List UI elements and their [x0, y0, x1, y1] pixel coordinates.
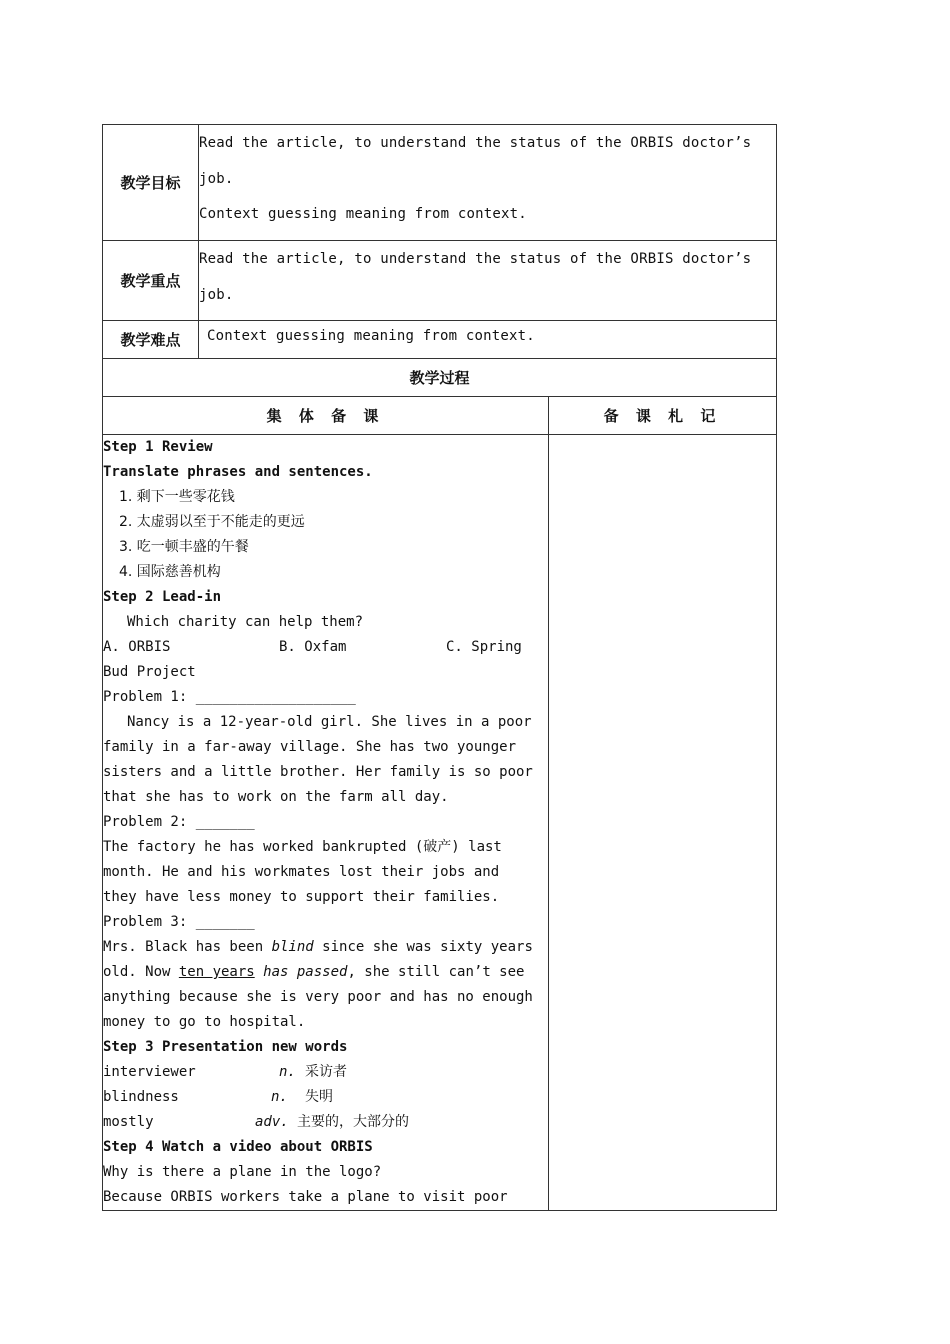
objective-line-1: Read the article, to understand the status of the ORBIS doctor’s: [199, 135, 752, 151]
col-right-header: 备 课 札 记: [549, 397, 777, 435]
vocab-row: [103, 1060, 548, 1085]
review-item: 2. 太虚弱以至于不能走的更远: [119, 514, 305, 530]
review-item: 3. 吃一顿丰盛的午餐: [119, 539, 249, 555]
vocab-word: mostly: [103, 1114, 154, 1130]
step1-subtitle: Translate phrases and sentences.: [103, 464, 373, 480]
review-item: 4. 国际慈善机构: [119, 564, 221, 580]
content-row: [103, 435, 777, 1211]
vocab-meaning: 采访者: [305, 1064, 347, 1080]
vocab-word: blindness: [103, 1089, 179, 1105]
text-run: since she was sixty years: [313, 939, 533, 955]
key-point-label: 教学重点: [103, 241, 199, 321]
problem-3-text: anything because she is very poor and has no enough: [103, 989, 533, 1005]
problem-1-text: that she has to work on the farm all day.: [103, 789, 449, 805]
difficulty-label: 教学难点: [103, 321, 199, 359]
video-answer: Because ORBIS workers take a plane to visit poor: [103, 1189, 508, 1205]
lesson-plan-table: [102, 124, 777, 1211]
review-item: 1. 剩下一些零花钱: [119, 489, 235, 505]
difficulty-content: [199, 321, 777, 359]
vocab-meaning: 主要的，大部分的: [297, 1114, 409, 1130]
key-point-line-2: job.: [199, 287, 234, 303]
lead-in-question: Which charity can help them?: [127, 614, 364, 630]
problem-2-text: they have less money to support their families.: [103, 889, 500, 905]
col-left-header: 集 体 备 课: [103, 397, 549, 435]
text-run: , she still can’t see: [347, 964, 525, 980]
italic-phrase: has passed: [263, 964, 348, 980]
problem-1-text: sisters and a little brother. Her family is so poor: [103, 764, 533, 780]
video-question: Why is there a plane in the logo?: [103, 1164, 382, 1180]
problem-1-label: Problem 1: ___________________: [103, 689, 356, 705]
objective-line-3: Context guessing meaning from context.: [199, 206, 527, 222]
problem-1-text: family in a far-away village. She has two younger: [103, 739, 517, 755]
problem-3-label: Problem 3: _______: [103, 914, 255, 930]
text-run: Mrs. Black has been: [103, 939, 272, 955]
problem-1-text: Nancy is a 12-year-old girl. She lives in a poor: [127, 714, 532, 730]
key-point-content: [199, 241, 777, 321]
objective-row: [103, 125, 777, 241]
key-point-line-1: Read the article, to understand the status of the ORBIS doctor’s: [199, 251, 752, 267]
step2-title: Step 2 Lead-in: [103, 589, 222, 605]
underlined-phrase: ten years: [178, 964, 255, 980]
step4-title: Step 4 Watch a video about ORBIS: [103, 1139, 373, 1155]
vocab-pos: n.: [271, 1089, 288, 1105]
text-run: [255, 964, 263, 980]
objective-label: 教学目标: [103, 125, 199, 241]
problem-2-text: month. He and his workmates lost their jobs and: [103, 864, 500, 880]
text-run: old. Now: [103, 964, 179, 980]
italic-word: blind: [271, 939, 314, 955]
problem-3-text: [103, 960, 548, 985]
problem-2-text: The factory he has worked bankrupted (破产) last: [103, 839, 502, 855]
vocab-row: [103, 1085, 548, 1110]
vocab-row: [103, 1110, 548, 1135]
notes-cell: [549, 435, 777, 1211]
difficulty-row: [103, 321, 777, 359]
option-a: A. ORBIS: [103, 639, 171, 655]
collective-prep-cell: [103, 435, 549, 1211]
process-title: 教学过程: [103, 359, 777, 397]
vocab-pos: adv.: [255, 1114, 289, 1130]
column-header-row: [103, 397, 777, 435]
process-title-row: [103, 359, 777, 397]
option-c: C. Spring: [446, 639, 522, 655]
problem-3-text: money to go to hospital.: [103, 1014, 306, 1030]
vocab-word: interviewer: [103, 1064, 196, 1080]
objective-line-2: job.: [199, 171, 234, 187]
options-line: [103, 635, 548, 660]
problem-3-text: [103, 935, 548, 960]
step1-title: Step 1 Review: [103, 439, 213, 455]
option-c-continued: Bud Project: [103, 664, 196, 680]
option-b: B. Oxfam: [279, 639, 347, 655]
difficulty-text: Context guessing meaning from context.: [207, 328, 535, 344]
vocab-meaning: 失明: [305, 1089, 333, 1105]
problem-2-label: Problem 2: _______: [103, 814, 255, 830]
objective-content: [199, 125, 777, 241]
vocab-pos: n.: [279, 1064, 296, 1080]
step3-title: Step 3 Presentation new words: [103, 1039, 348, 1055]
key-point-row: [103, 241, 777, 321]
